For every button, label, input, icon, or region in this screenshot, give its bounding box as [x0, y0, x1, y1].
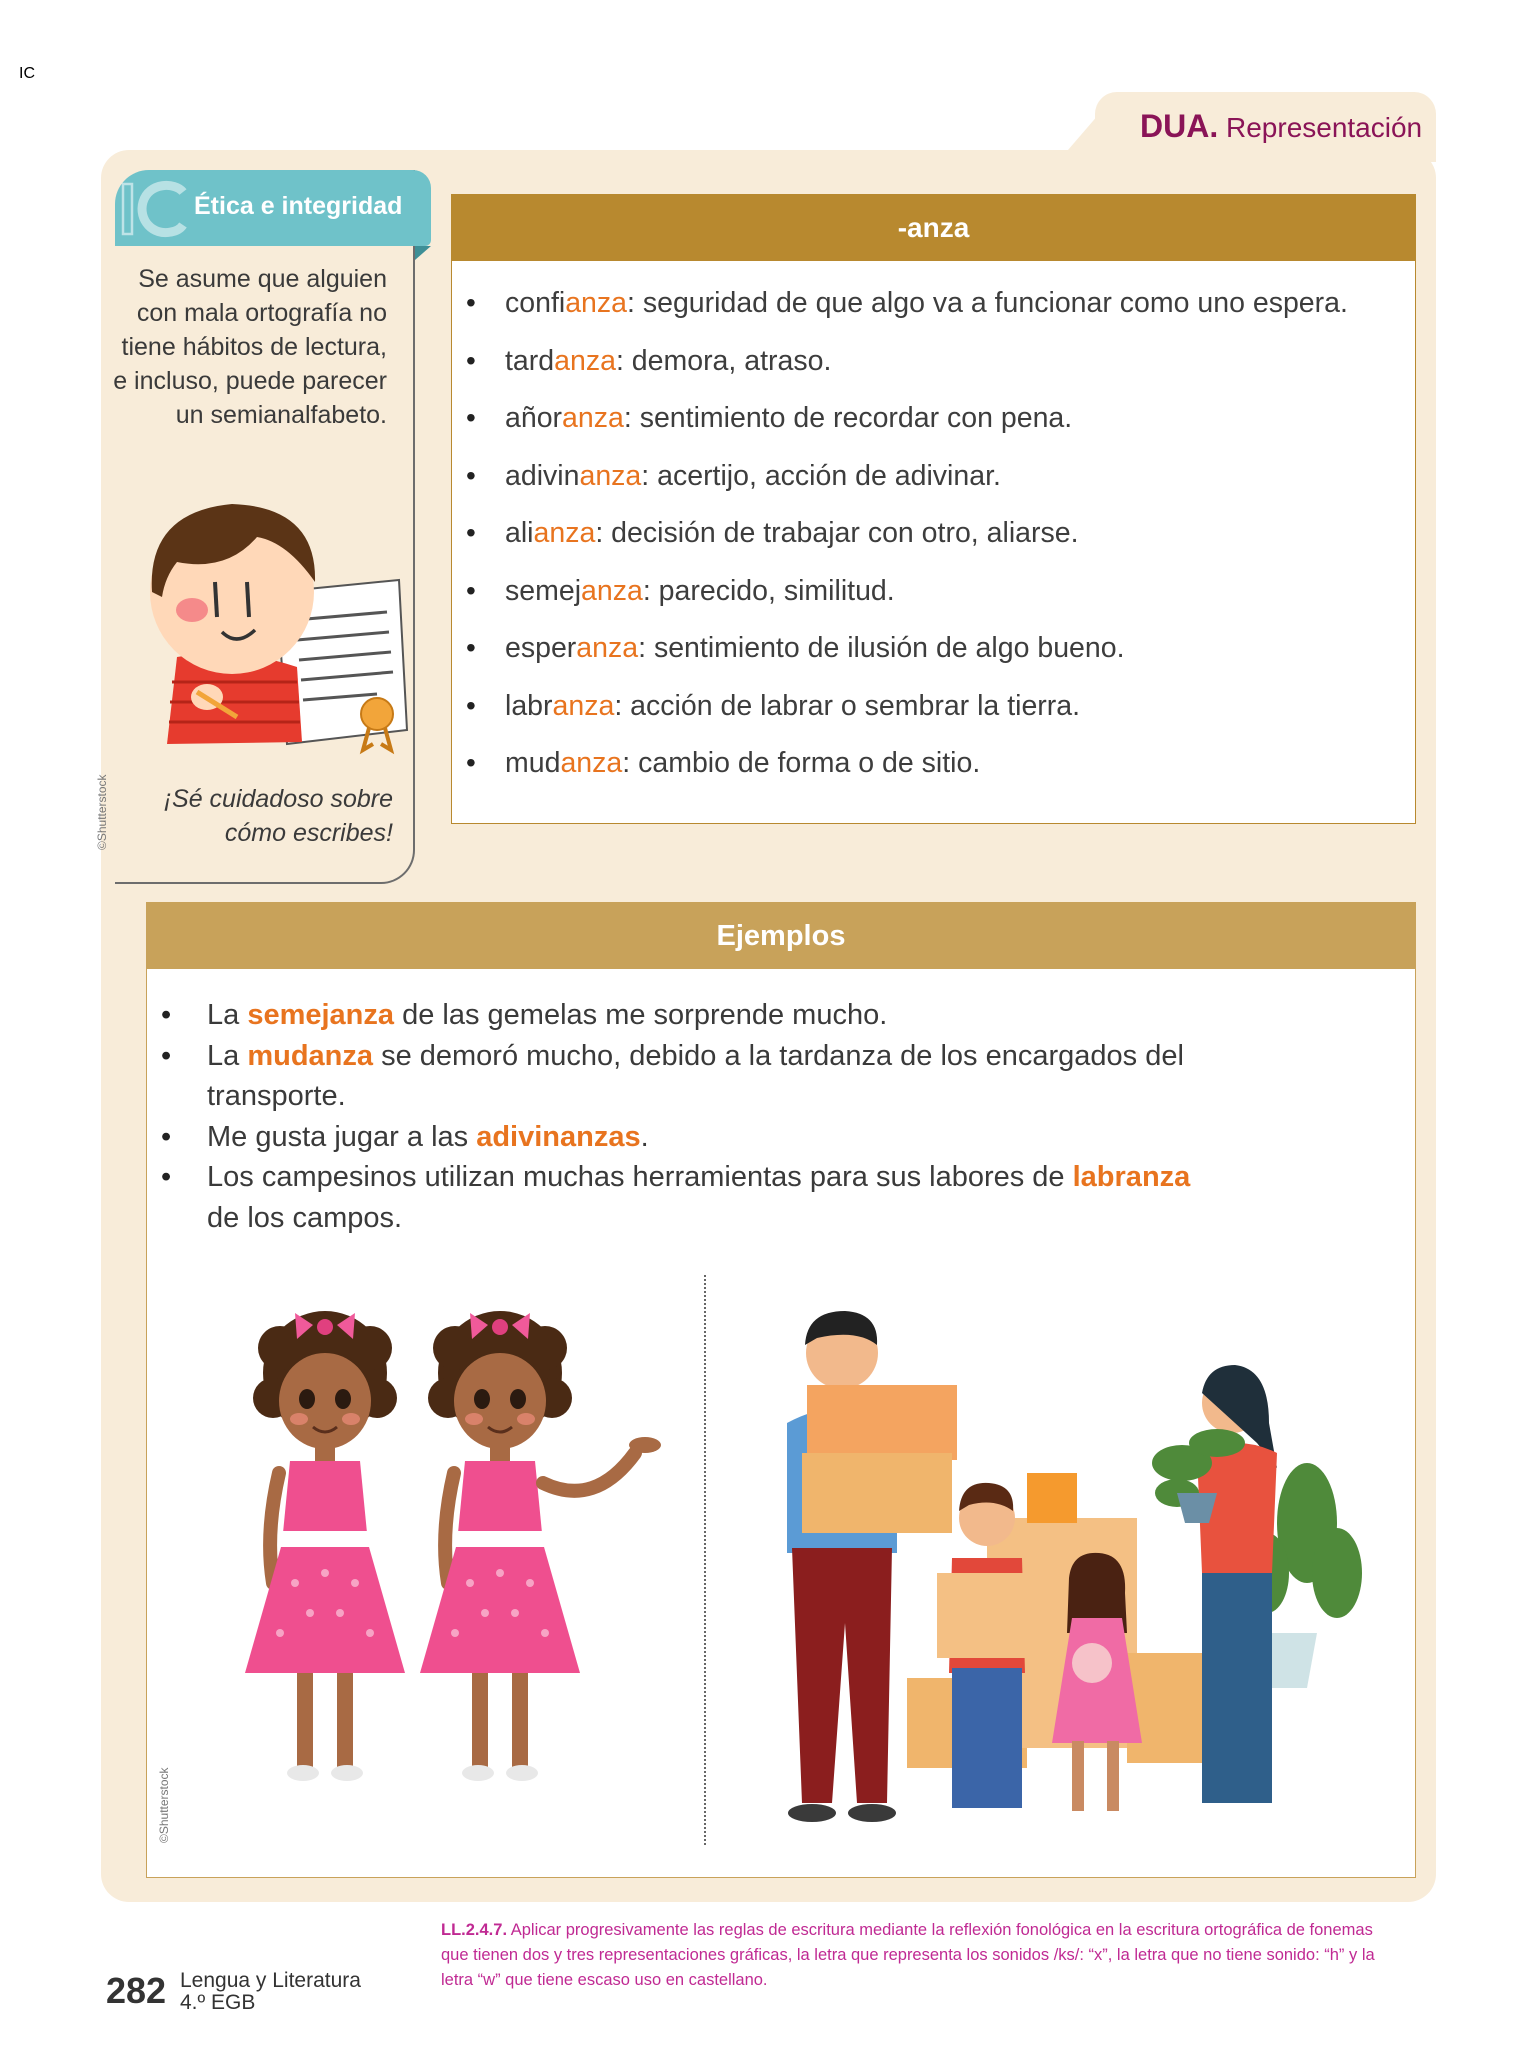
list-item: • añoranza: sentimiento de recordar con pena. [452, 398, 1415, 456]
list-item: • mudanza: cambio de forma o de sitio. [452, 743, 1415, 801]
family-moving-illustration [747, 1293, 1377, 1833]
example-item: • La semejanza de las gemelas me sorprende mucho. [147, 995, 1227, 1036]
dua-label [1140, 108, 1422, 145]
standard-text: Aplicar progresivamente las reglas de escritura mediante la reflexión fonológica en la escritura ortográfica de fonemas que tienen dos y tres representaciones gráficas, la letra que representa los sonidos /ks/: “x”, la letra que no tiene sonido: “h” y la letra “w” que tiene escaso uso en castellano. [441, 1921, 1375, 1989]
example-item: • La mudanza se demoró mucho, debido a la tardanza de los encargados del transporte. [147, 1036, 1227, 1117]
anza-vocabulary-box [451, 194, 1416, 824]
boy-with-certificate-illustration [137, 482, 397, 752]
book-subject: Lengua y Literatura [180, 1969, 361, 1992]
twin-girls-illustration [235, 1303, 685, 1823]
list-item: • labranza: acción de labrar o sembrar la tierra. [452, 686, 1415, 744]
list-item: • alianza: decisión de trabajar con otro, aliarse. [452, 513, 1415, 571]
examples-image-credit: ©Shutterstock [157, 1767, 171, 1843]
list-item: • confianza: seguridad de que algo va a funcionar como uno espera. [452, 283, 1415, 341]
ic-logo-icon [19, 65, 191, 240]
list-item: • adivinanza: acertijo, acción de adivinar. [452, 456, 1415, 514]
examples-list [147, 969, 1415, 1238]
svg-text:IC: IC [19, 65, 35, 82]
list-item: • esperanza: sentimiento de ilusión de algo bueno. [452, 628, 1415, 686]
list-item: • semejanza: parecido, similitud. [452, 571, 1415, 629]
card-tab-corner [1068, 92, 1118, 150]
ethics-title: Ética e integridad [194, 192, 403, 220]
sidebar-image-credit: ©Shutterstock [95, 774, 109, 850]
standard-code: LL.2.4.7. [441, 1921, 508, 1939]
ethics-sidebar [19, 65, 415, 884]
ethics-caption: ¡Sé cuidadoso sobre cómo escribes! [163, 785, 393, 847]
ethics-banner [19, 65, 431, 246]
illustration-divider [704, 1275, 706, 1845]
dua-subtitle: Representación [1226, 112, 1423, 143]
curriculum-standard [441, 1918, 1401, 1993]
book-title [180, 1970, 361, 2014]
list-item: • tardanza: demora, atraso. [452, 341, 1415, 399]
example-item: • Me gusta jugar a las adivinanzas. [147, 1117, 1227, 1158]
dua-title: DUA. [1140, 108, 1219, 144]
examples-box [146, 902, 1416, 1878]
anza-title: -anza [452, 195, 1415, 261]
examples-title: Ejemplos [147, 903, 1415, 969]
book-grade: 4.º EGB [180, 1991, 256, 2014]
anza-list [452, 261, 1415, 801]
example-item: • Los campesinos utilizan muchas herramientas para sus labores de labranza de los campos. [147, 1157, 1227, 1238]
page-number: 282 [106, 1970, 167, 2011]
ethics-text: Se asume que alguien con mala ortografía no tiene hábitos de lectura, e incluso, puede parecer un semianalfabeto. [113, 265, 387, 429]
